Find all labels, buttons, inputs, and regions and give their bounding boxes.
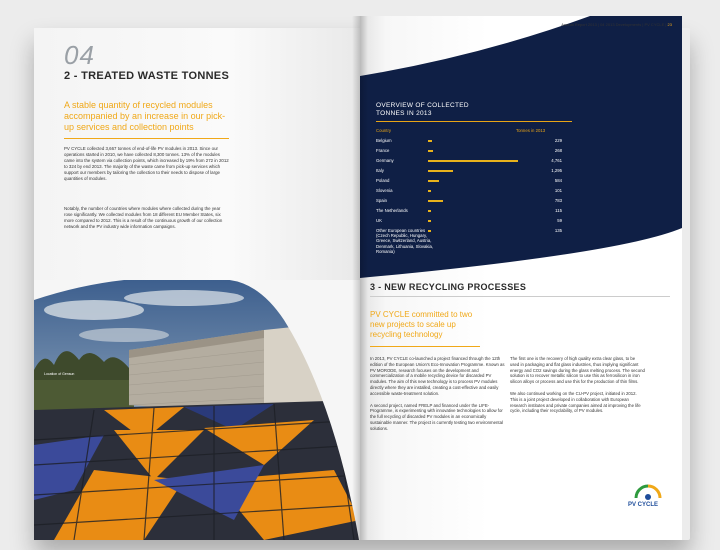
chart-bar	[428, 180, 439, 183]
chart-bar	[428, 200, 443, 203]
chart-bar	[428, 210, 431, 213]
chart-bar	[428, 190, 431, 193]
chart-row	[376, 178, 572, 187]
section-3-divider	[370, 296, 670, 297]
chart-row	[376, 168, 572, 177]
chart-row	[376, 228, 572, 255]
section-3-lead: PV CYCLE committed to two new projects to scale up recycling technology	[370, 310, 473, 339]
body-paragraph-2: Notably, the number of countries where modules where collected during the year rose significantly. We collected modules from 18 different EU Member States, six more compared to 2012. This is a result of the continuous growth of our collection network and the PV industry wide information campaigns.	[64, 206, 223, 229]
chart-value-label: 268	[554, 148, 562, 153]
solar-panel-photo	[34, 280, 360, 540]
chart-row	[376, 188, 572, 197]
left-page	[34, 28, 360, 540]
chart-bar	[428, 140, 432, 143]
chart-value-label: 135	[554, 228, 562, 233]
section-3-title: 3 - NEW RECYCLING PROCESSES	[370, 282, 527, 292]
chart-title	[376, 102, 469, 118]
chart-category-label: UK	[376, 218, 382, 223]
running-header	[561, 22, 672, 27]
chart-title-line-2: TONNES IN 2013	[376, 110, 432, 117]
chart-category-label: Other European countries	[376, 228, 426, 233]
chart-value-label: 115	[555, 208, 562, 213]
chart-category-label: Italy	[376, 168, 384, 173]
chart-value-label: 101	[554, 188, 562, 193]
page-number: 23	[667, 22, 672, 27]
chart-divider	[376, 121, 572, 122]
lead-divider	[64, 138, 229, 139]
right-page	[360, 16, 682, 540]
chart-category-label: Spain	[376, 198, 387, 203]
column-2-paragraph-2: We also continued working on the CU-PV project, initiated in 2012. This is a joint project developed in collaboration with European research institutes and private companies aimed at improving the life cycle, including their recyclability, of PV modules.	[510, 390, 641, 414]
text-column-2	[510, 356, 645, 420]
chart-row	[376, 198, 572, 207]
chart-bar	[428, 160, 518, 163]
chart-category-label: Belgium	[376, 138, 392, 143]
chart-country-header: Country	[376, 128, 392, 133]
column-1-paragraph-1: In 2013, PV CYCLE co-launched a project financed through the 12th edition of the European Union's Eco-Innovation Programme. Known as PV MORODE, research focuses on the development and commercialization of a mobile recycling device for discarded PV modules. The aim of this new technology is to process PV modules directly where they are installed, creating a cost-effective and easily accessible waste-treatment solution.	[370, 356, 505, 396]
section-number: 04	[64, 40, 95, 70]
book-spine	[352, 16, 368, 540]
body-paragraph-1: PV CYCLE collected 3,667 tonnes of end-of-life PV modules in 2013. Since our operations started in 2010, we have collected 8,300 tonnes. 13% of the modules came into the system via collection points, which increased by 19% from 272 in 2012 to 324 by end 2013. The majority of the waste came from pick-up services which support our members by tailoring the collection to their needs to dispose of large quantities of modules.	[64, 146, 229, 181]
chart-category-label: Poland	[376, 178, 390, 183]
chart-row	[376, 158, 572, 167]
chart-bar	[428, 230, 431, 233]
chart-bar	[428, 150, 433, 153]
chart-value-label: 229	[554, 138, 562, 143]
chart-bar	[428, 220, 431, 223]
chart-value-label: 584	[554, 178, 562, 183]
chart-value-label: 4,761	[551, 158, 562, 163]
running-header-text: Annual Report 2013 | 04 2013 Developments | PV CYCLE |	[561, 22, 667, 27]
chart-title-line-1: OVERVIEW OF COLLECTED	[376, 102, 469, 109]
chart-value-label: 1,295	[551, 168, 562, 173]
chart-category-label: The Netherlands	[376, 208, 408, 213]
chart-value-label: 59	[557, 218, 562, 223]
chart-row	[376, 208, 572, 217]
chart-category-label: Germany	[376, 158, 394, 163]
chart-row	[376, 218, 572, 227]
chart-row	[376, 148, 572, 157]
pv-cycle-logo	[628, 480, 668, 510]
photo-caption: Location of Gensun	[44, 372, 75, 376]
lead-text: A stable quantity of recycled modules accompanied by an increase in our pick-up services and collection points	[64, 100, 226, 132]
section-title: 2 - TREATED WASTE TONNES	[64, 70, 230, 82]
chart-category-label: Slovenia	[376, 188, 393, 193]
pv-cycle-logo-icon	[628, 480, 668, 502]
section-3-lead-divider	[370, 346, 480, 347]
chart-tonnes-header: Tonnes in 2013	[516, 128, 546, 133]
chart-bar	[428, 170, 453, 173]
column-2-paragraph-1: The first one is the recovery of high quality extra clear glass, to be used in packaging and flat glass industries, thus implying significant energy and CO2 savings during the glass melting process. The second solution is to recover metallic silicon to use this as ferrosilicon in iron silicon alloys or process and use this for the production of thin films.	[510, 356, 645, 385]
chart-other-countries-detail: (Czech Republic, Hungary, Greece, Switzerland, Austria, Denmark, Lithuania, Slovakia, Romania)	[376, 233, 434, 255]
column-1-paragraph-2: A second project, named FRELP and financed under the LIFE-Programme, is experimenting with innovative technologies to allow for the full recycling of discarded PV modules in an economically sustainable manner. The project is currently testing two environmental solutions.	[370, 402, 503, 431]
pv-cycle-logo-text: PV CYCLE	[628, 502, 659, 508]
chart-row	[376, 138, 572, 147]
text-column-1	[370, 356, 505, 438]
chart-value-label: 783	[554, 198, 562, 203]
chart-category-label: France	[376, 148, 390, 153]
